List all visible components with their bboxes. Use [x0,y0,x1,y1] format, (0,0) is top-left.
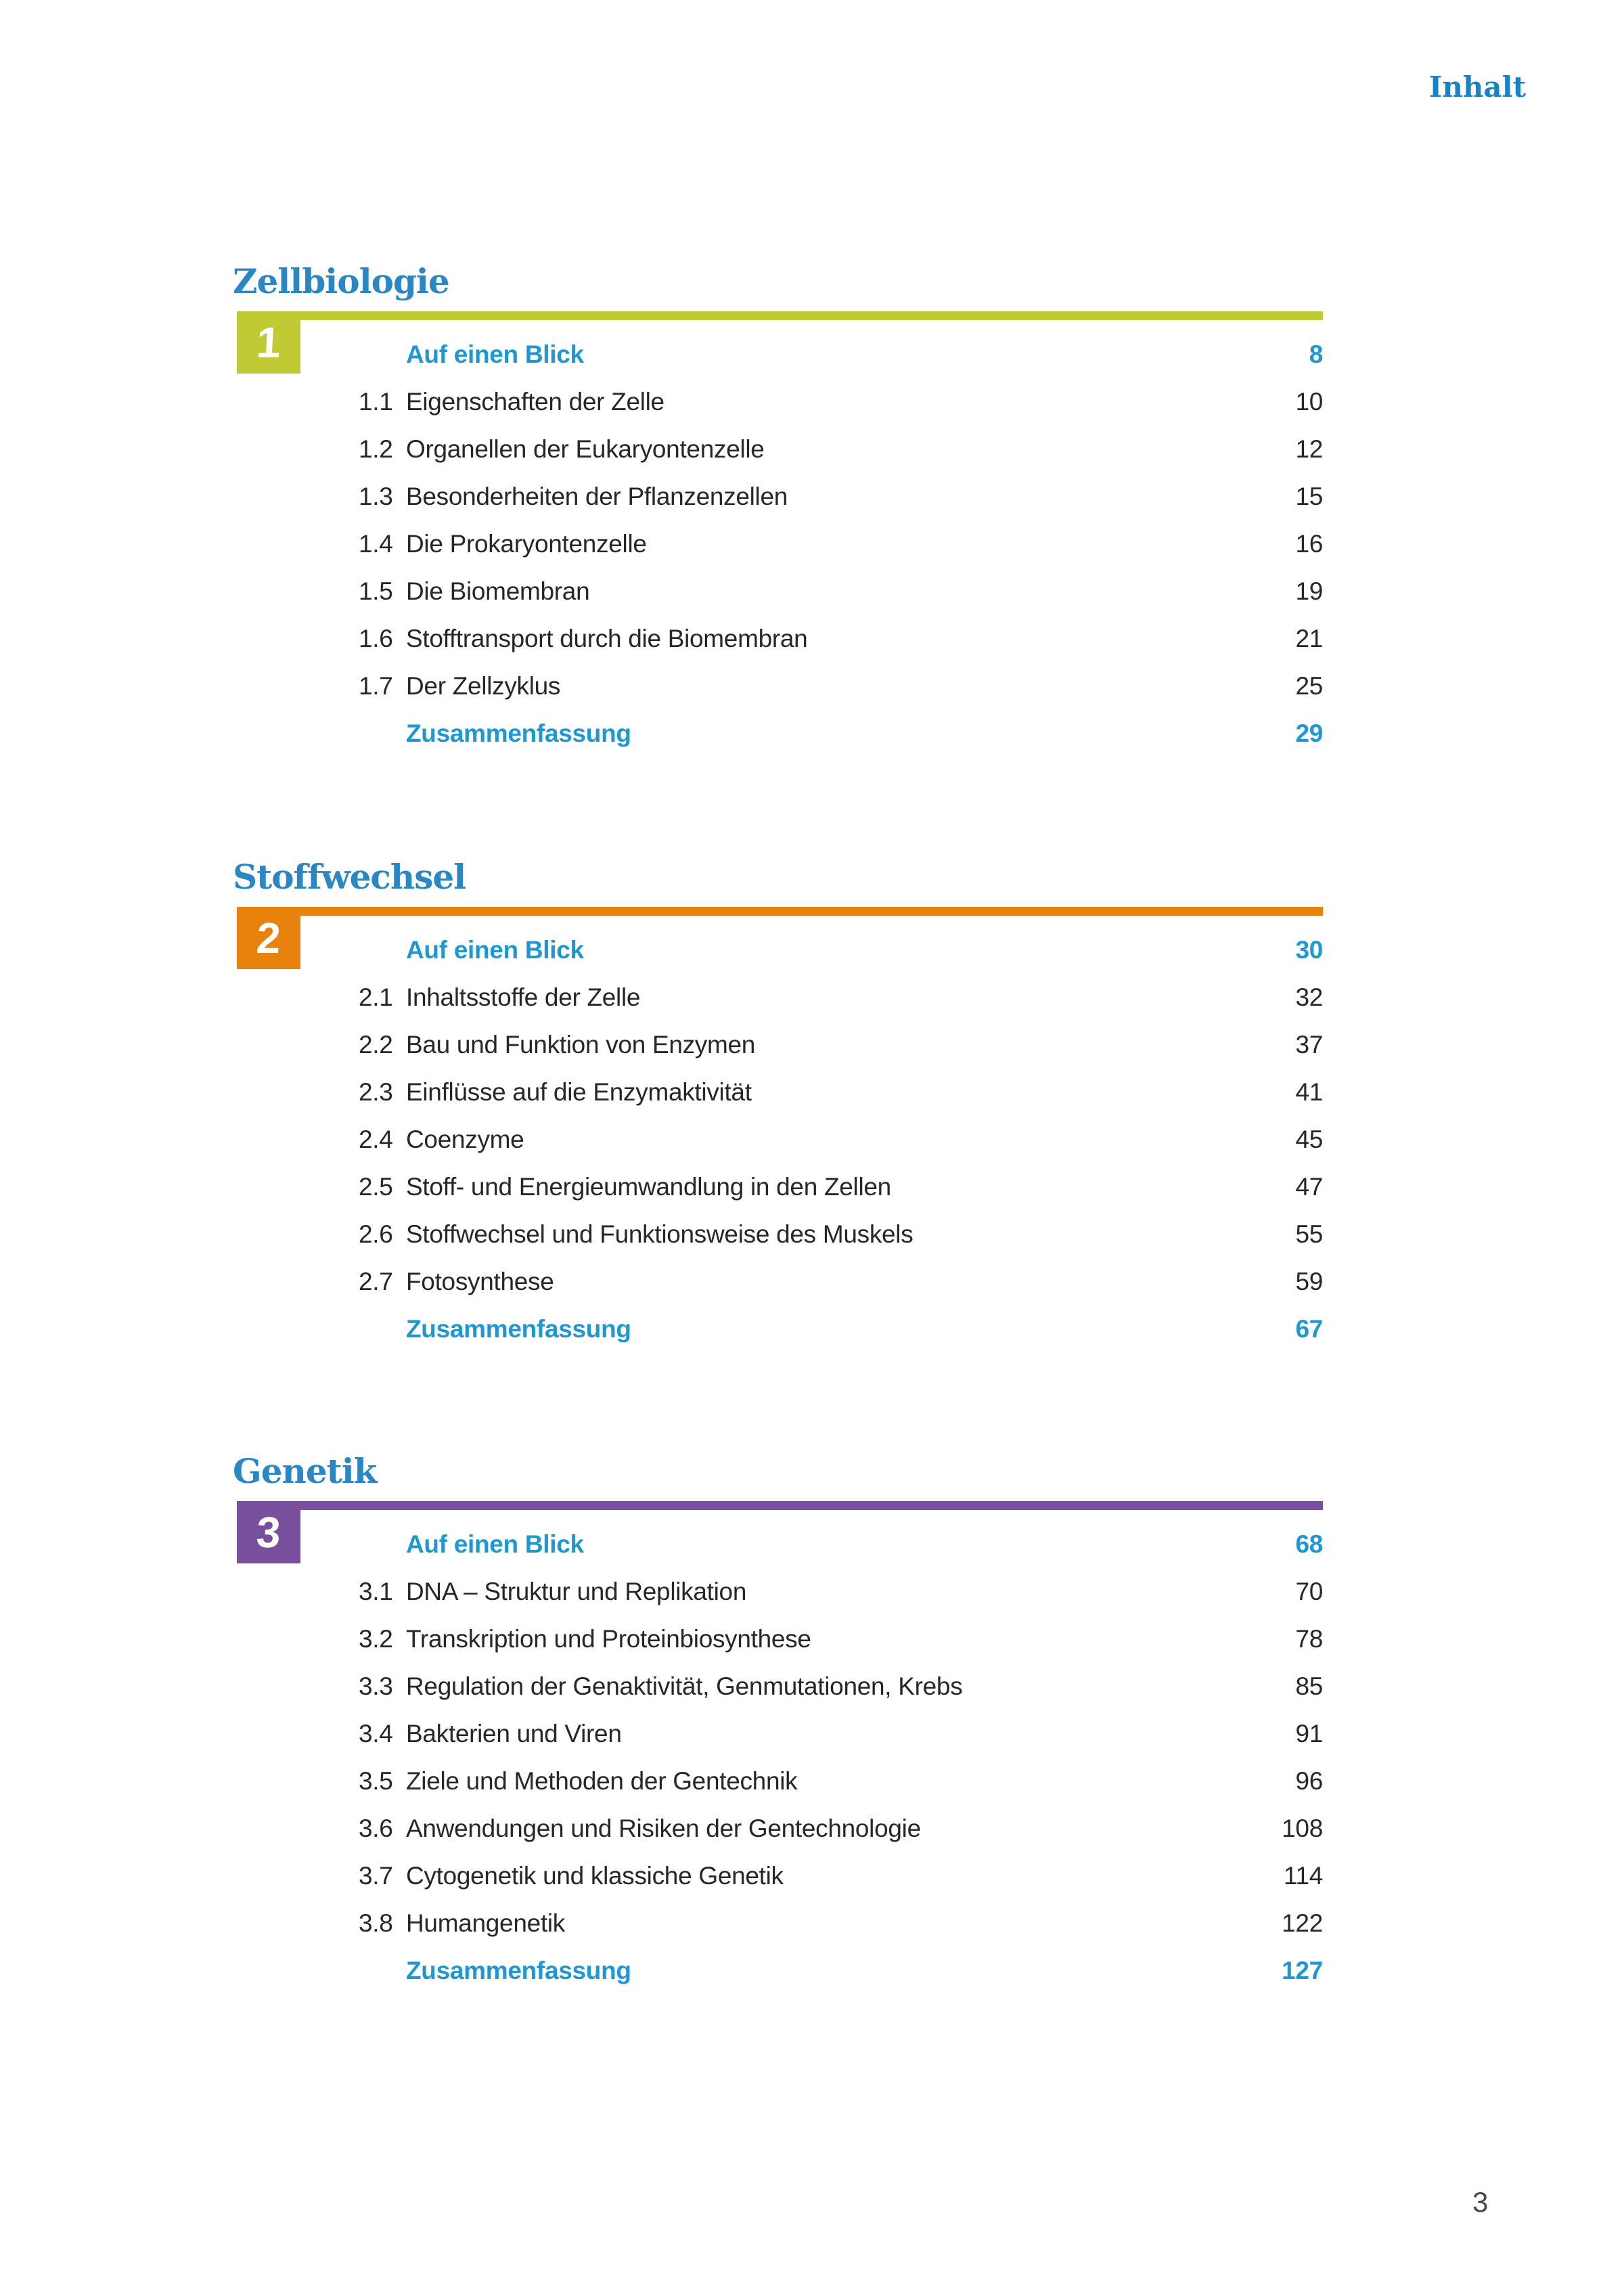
toc-row-page: 70 [1295,1578,1323,1605]
toc-row-number: 1.6 [359,625,393,652]
page-header-label: Inhalt [1428,70,1526,104]
chapter-number-badge [237,907,300,969]
toc-row-title: Organellen der Eukaryontenzelle [406,435,765,463]
toc-row-title: Auf einen Blick [406,340,584,368]
toc-row-title: Zusammenfassung [406,1315,631,1343]
toc-row-title: Humangenetik [406,1909,565,1937]
toc-row [359,1267,1323,1314]
toc-row-page: 91 [1295,1720,1323,1747]
toc-row [359,1672,1323,1719]
toc-row-title: Bau und Funktion von Enzymen [406,1031,756,1059]
toc-row-page: 85 [1295,1672,1323,1700]
toc-row [359,1125,1323,1172]
toc-row-title: Stofftransport durch die Biomembran [406,625,808,652]
toc-row-list [359,1530,1323,2003]
toc-row-title: Der Zellzyklus [406,672,561,700]
toc-row-number: 3.3 [359,1672,393,1700]
toc-row-number: 3.7 [359,1862,393,1890]
toc-row-title: Stoff- und Energieumwandlung in den Zellen [406,1173,891,1201]
toc-row-page: 19 [1295,577,1323,605]
toc-row-page: 8 [1309,340,1323,368]
toc-row [359,529,1323,577]
toc-row-title: Fotosynthese [406,1268,554,1295]
toc-row-page: 32 [1295,983,1323,1011]
toc-row-title: Regulation der Genaktivität, Genmutationen, Krebs [406,1672,963,1700]
toc-row [359,1861,1323,1909]
toc-row-number: 3.4 [359,1720,393,1747]
toc-row-page: 12 [1295,435,1323,463]
toc-row-title: Zusammenfassung [406,719,631,747]
toc-row-page: 15 [1295,483,1323,510]
footer-page-number: 3 [1472,2186,1489,2218]
toc-row [359,1530,1323,1577]
toc-row-title: Cytogenetik und klassiche Genetik [406,1862,784,1890]
section-title: Genetik [233,1451,377,1491]
toc-row-number: 3.5 [359,1767,393,1795]
chapter-number-badge [237,1501,300,1563]
toc-row-number: 2.2 [359,1031,393,1059]
toc-row-title: DNA – Struktur und Replikation [406,1578,747,1605]
toc-row-number: 2.4 [359,1126,393,1153]
toc-row-page: 21 [1295,625,1323,652]
toc-row [359,1956,1323,2003]
toc-row-page: 122 [1282,1909,1323,1937]
toc-row-page: 59 [1295,1268,1323,1295]
toc-row-page: 114 [1283,1862,1323,1890]
toc-row [359,935,1323,983]
toc-row [359,482,1323,529]
toc-row-number: 3.8 [359,1909,393,1937]
toc-row-page: 10 [1295,388,1323,416]
toc-row-title: Zusammenfassung [406,1957,631,1984]
chapter-number: 2 [255,914,282,962]
toc-row-number: 3.1 [359,1578,393,1605]
toc-row-title: Stoffwechsel und Funktionsweise des Muskels [406,1220,914,1248]
section-title: Zellbiologie [233,261,449,301]
toc-row [359,1314,1323,1362]
toc-row [359,577,1323,624]
toc-row [359,1909,1323,1956]
chapter-number-badge [237,311,300,374]
toc-row [359,1030,1323,1077]
toc-row-number: 2.5 [359,1173,393,1201]
toc-row-page: 25 [1295,672,1323,700]
toc-row-title: Einflüsse auf die Enzymaktivität [406,1078,752,1106]
toc-row-title: Bakterien und Viren [406,1720,622,1747]
toc-row [359,1814,1323,1861]
toc-row [359,1172,1323,1220]
toc-row-page: 67 [1295,1315,1323,1343]
toc-row-title: Ziele und Methoden der Gentechnik [406,1767,798,1795]
toc-row [359,435,1323,482]
toc-row-number: 1.3 [359,483,393,510]
toc-row-title: Eigenschaften der Zelle [406,388,664,416]
toc-row-page: 78 [1295,1625,1323,1653]
toc-row-page: 45 [1295,1126,1323,1153]
toc-row-page: 41 [1295,1078,1323,1106]
toc-row-title: Coenzyme [406,1126,524,1153]
toc-row-page: 37 [1295,1031,1323,1059]
toc-row [359,1766,1323,1814]
toc-row-page: 68 [1295,1530,1323,1558]
toc-row [359,983,1323,1030]
toc-row [359,1719,1323,1766]
toc-row [359,1577,1323,1624]
toc-row-number: 1.1 [359,388,393,416]
toc-row-title: Auf einen Blick [406,1530,584,1558]
toc-row-number: 1.5 [359,577,393,605]
toc-row [359,1220,1323,1267]
toc-row [359,719,1323,766]
toc-row-number: 3.2 [359,1625,393,1653]
toc-row-number: 1.4 [359,530,393,558]
section-rule [237,907,1323,916]
toc-row-list [359,935,1323,1362]
section-title: Stoffwechsel [233,857,466,897]
toc-row-number: 1.2 [359,435,393,463]
toc-row-title: Besonderheiten der Pflanzenzellen [406,483,788,510]
section-rule [237,311,1323,320]
toc-row-number: 1.7 [359,672,393,700]
toc-row-page: 16 [1295,530,1323,558]
toc-row-page: 47 [1295,1173,1323,1201]
chapter-number: 3 [255,1508,282,1557]
toc-row-number: 2.1 [359,983,393,1011]
toc-row-title: Die Prokaryontenzelle [406,530,647,558]
toc-row [359,671,1323,719]
toc-row-page: 30 [1295,936,1323,964]
toc-row-page: 29 [1295,719,1323,747]
toc-row-title: Transkription und Proteinbiosynthese [406,1625,811,1653]
toc-row-page: 96 [1295,1767,1323,1795]
toc-row-title: Inhaltsstoffe der Zelle [406,983,641,1011]
toc-row-number: 2.3 [359,1078,393,1106]
toc-row-page: 108 [1282,1815,1323,1842]
toc-row-title: Die Biomembran [406,577,590,605]
toc-row [359,387,1323,435]
toc-row-number: 2.6 [359,1220,393,1248]
toc-row [359,624,1323,671]
toc-row-title: Auf einen Blick [406,936,584,964]
toc-row-title: Anwendungen und Risiken der Gentechnologie [406,1815,921,1842]
toc-row-list [359,340,1323,766]
toc-row-number: 2.7 [359,1268,393,1295]
toc-row [359,340,1323,387]
toc-row-page: 127 [1282,1957,1323,1984]
toc-row [359,1077,1323,1125]
section-rule [237,1501,1323,1510]
chapter-number: 1 [255,318,282,367]
toc-row-number: 3.6 [359,1815,393,1842]
toc-row [359,1624,1323,1672]
toc-row-page: 55 [1295,1220,1323,1248]
